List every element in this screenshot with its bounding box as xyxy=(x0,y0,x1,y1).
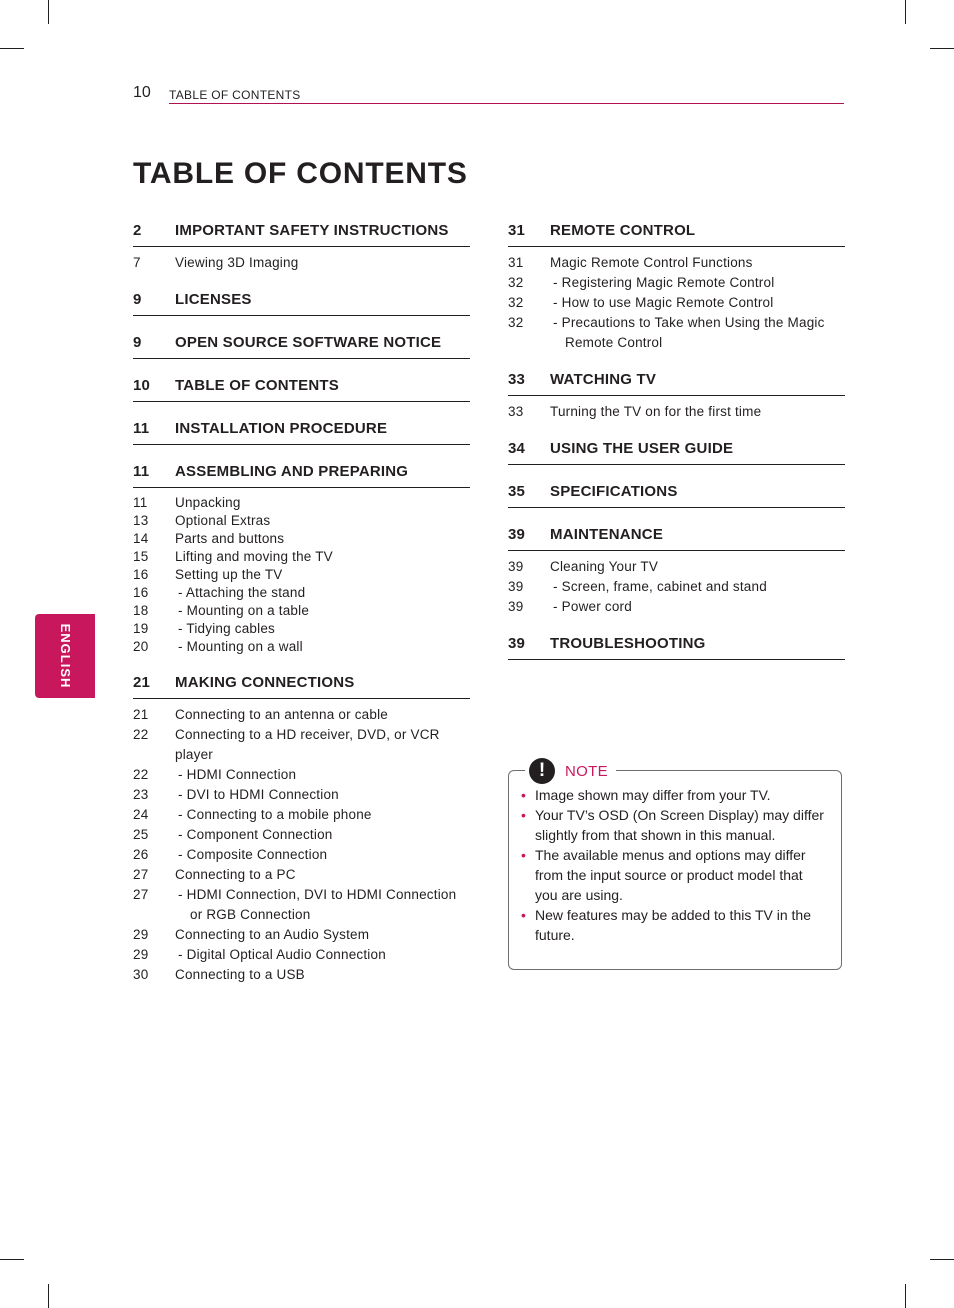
toc-subentry[interactable] xyxy=(133,785,470,805)
toc-entry-title: Lifting and moving the TV xyxy=(175,549,333,564)
toc-entry-page: 21 xyxy=(133,707,149,722)
toc-entry-title: - Component Connection xyxy=(175,825,470,845)
toc-entry-title: - Registering Magic Remote Control xyxy=(550,273,845,293)
toc-entry[interactable] xyxy=(133,253,470,273)
toc-entry-page: 39 xyxy=(508,559,524,574)
toc-section-page: 39 xyxy=(508,526,526,543)
toc-entry-title: - HDMI Connection xyxy=(175,765,470,785)
running-title: TABLE OF CONTENTS xyxy=(169,88,301,102)
note-item: • New features may be added to this TV in the future. xyxy=(521,905,829,945)
toc-entry-title: - Tidying cables xyxy=(175,620,470,638)
toc-section-title: OPEN SOURCE SOFTWARE NOTICE xyxy=(175,334,442,351)
toc-entry-title: Connecting to a PC xyxy=(175,867,296,882)
toc-subentry[interactable] xyxy=(508,313,845,353)
toc-subentry[interactable] xyxy=(508,293,845,313)
toc-section xyxy=(133,377,470,402)
toc-section-heading[interactable] xyxy=(133,377,470,402)
toc-entry-page: 30 xyxy=(133,967,149,982)
toc-section-heading[interactable] xyxy=(133,291,470,316)
toc-subentry[interactable] xyxy=(508,597,845,617)
toc-section xyxy=(508,483,845,508)
toc-entry-title: - Precautions to Take when Using the Magic Remote Control xyxy=(550,313,845,353)
toc-entry-page: 29 xyxy=(133,947,149,962)
toc-entry-page: 39 xyxy=(508,599,524,614)
toc-entry[interactable] xyxy=(133,512,470,530)
toc-entry-page: 39 xyxy=(508,579,524,594)
toc-entry-page: 13 xyxy=(133,513,149,528)
toc-entry-title: - Power cord xyxy=(550,597,845,617)
crop-mark xyxy=(905,0,906,24)
toc-subentry[interactable] xyxy=(133,602,470,620)
toc-subentry[interactable] xyxy=(133,825,470,845)
crop-mark xyxy=(0,1259,24,1260)
toc-section-heading[interactable] xyxy=(133,420,470,445)
toc-entry-title: Connecting to an antenna or cable xyxy=(175,707,389,722)
toc-subentry[interactable] xyxy=(133,845,470,865)
note-label: NOTE xyxy=(565,762,608,780)
toc-entry-page: 31 xyxy=(508,255,524,270)
toc-section-page: 39 xyxy=(508,635,526,652)
toc-entry[interactable] xyxy=(133,494,470,512)
toc-entry-page: 15 xyxy=(133,549,149,564)
toc-subentry[interactable] xyxy=(133,584,470,602)
toc-entry[interactable] xyxy=(133,925,470,945)
toc-section-title: REMOTE CONTROL xyxy=(550,222,696,239)
toc-entry-title: Viewing 3D Imaging xyxy=(175,255,299,270)
toc-entry[interactable] xyxy=(508,402,845,422)
toc-section-page: 21 xyxy=(133,674,151,691)
toc-entry-title: - Connecting to a mobile phone xyxy=(175,805,470,825)
toc-entry-page: 16 xyxy=(133,585,149,600)
page-number: 10 xyxy=(133,84,151,101)
toc-entry-page: 7 xyxy=(133,255,141,270)
toc-entry-page: 23 xyxy=(133,787,149,802)
toc-entry-title: - HDMI Connection, DVI to HDMI Connection or RGB Connection xyxy=(175,885,470,925)
toc-entry[interactable] xyxy=(133,566,470,584)
toc-section-title: IMPORTANT SAFETY INSTRUCTIONS xyxy=(175,222,449,239)
toc-section-page: 9 xyxy=(133,291,142,308)
crop-mark xyxy=(48,0,49,24)
toc-entry-title: - Mounting on a table xyxy=(175,602,470,620)
toc-column-left xyxy=(133,222,470,1003)
toc-section xyxy=(133,674,470,985)
toc-section-page: 9 xyxy=(133,334,142,351)
toc-column-right xyxy=(508,222,845,678)
page-header xyxy=(133,84,844,105)
toc-section-page: 31 xyxy=(508,222,526,239)
language-tab xyxy=(35,614,95,698)
toc-entry-page: 18 xyxy=(133,603,149,618)
toc-entry-title: - DVI to HDMI Connection xyxy=(175,785,470,805)
toc-section-title: TROUBLESHOOTING xyxy=(550,635,706,652)
toc-entry-title: Parts and buttons xyxy=(175,531,285,546)
toc-section-page: 11 xyxy=(133,420,150,437)
toc-section-heading[interactable] xyxy=(508,222,845,247)
toc-entry-title: - How to use Magic Remote Control xyxy=(550,293,845,313)
note-item: • Image shown may differ from your TV. xyxy=(521,785,829,805)
toc-entry-page: 27 xyxy=(133,887,149,902)
toc-entry-page: 27 xyxy=(133,867,149,882)
toc-entry-page: 20 xyxy=(133,639,149,654)
toc-subentry[interactable] xyxy=(133,620,470,638)
toc-section xyxy=(133,463,470,656)
crop-mark xyxy=(905,1284,906,1308)
toc-section xyxy=(508,371,845,422)
toc-entry-page: 32 xyxy=(508,295,524,310)
toc-entry[interactable] xyxy=(133,725,470,765)
toc-section xyxy=(133,222,470,273)
toc-entry-title: Setting up the TV xyxy=(175,567,283,582)
toc-entry-page: 16 xyxy=(133,567,149,582)
toc-section-page: 34 xyxy=(508,440,526,457)
toc-section xyxy=(133,334,470,359)
toc-section-page: 11 xyxy=(133,463,150,480)
toc-entry-page: 19 xyxy=(133,621,149,636)
toc-entry-page: 24 xyxy=(133,807,149,822)
toc-section-page: 33 xyxy=(508,371,526,388)
toc-entry-page: 32 xyxy=(508,275,524,290)
toc-entry[interactable] xyxy=(133,705,470,725)
toc-section xyxy=(133,291,470,316)
toc-section-title: SPECIFICATIONS xyxy=(550,483,678,500)
note-list xyxy=(509,771,841,945)
toc-entry-title: Connecting to a HD receiver, DVD, or VCR player xyxy=(175,727,440,762)
toc-entry[interactable] xyxy=(133,965,470,985)
toc-entry-page: 25 xyxy=(133,827,149,842)
toc-entry-title: Turning the TV on for the first time xyxy=(550,404,762,419)
toc-subentry[interactable] xyxy=(508,273,845,293)
toc-section-page: 10 xyxy=(133,377,151,394)
note-header xyxy=(525,757,616,785)
note-box xyxy=(508,760,842,970)
toc-section-title: MAKING CONNECTIONS xyxy=(175,674,355,691)
toc-entry-title: Connecting to an Audio System xyxy=(175,927,370,942)
toc-section-heading[interactable] xyxy=(508,483,845,508)
crop-mark xyxy=(930,48,954,49)
toc-section-heading[interactable] xyxy=(508,371,845,396)
toc-entry-title: - Composite Connection xyxy=(175,845,470,865)
toc-entry-title: - Attaching the stand xyxy=(175,584,470,602)
toc-entry-page: 22 xyxy=(133,727,149,742)
toc-subentry[interactable] xyxy=(508,577,845,597)
toc-section-title: LICENSES xyxy=(175,291,252,308)
toc-entry-title: Cleaning Your TV xyxy=(550,559,659,574)
toc-section-title: WATCHING TV xyxy=(550,371,657,388)
exclamation-icon: ! xyxy=(529,758,555,784)
toc-section-heading[interactable] xyxy=(508,526,845,551)
toc-entry-page: 14 xyxy=(133,531,149,546)
toc-section-title: INSTALLATION PROCEDURE xyxy=(175,420,388,437)
toc-section-title: ASSEMBLING AND PREPARING xyxy=(175,463,409,480)
crop-mark xyxy=(930,1259,954,1260)
toc-entry-title: Optional Extras xyxy=(175,513,271,528)
toc-section-page: 35 xyxy=(508,483,526,500)
toc-entry[interactable] xyxy=(133,530,470,548)
page-title: TABLE OF CONTENTS xyxy=(133,157,468,190)
toc-section-heading[interactable] xyxy=(133,674,470,699)
toc-entry[interactable] xyxy=(508,253,845,273)
toc-subentry[interactable] xyxy=(133,945,470,965)
toc-entry-page: 26 xyxy=(133,847,149,862)
toc-entry-title: - Digital Optical Audio Connection xyxy=(175,945,470,965)
toc-entry[interactable] xyxy=(133,548,470,566)
toc-entry-page: 32 xyxy=(508,315,524,330)
crop-mark xyxy=(48,1284,49,1308)
toc-section xyxy=(508,635,845,660)
toc-entry[interactable] xyxy=(508,557,845,577)
toc-subentry[interactable] xyxy=(133,638,470,656)
toc-entry-title: Connecting to a USB xyxy=(175,967,305,982)
crop-mark xyxy=(0,48,24,49)
toc-section-heading[interactable] xyxy=(133,463,470,488)
toc-entry-page: 11 xyxy=(133,495,148,510)
toc-subentry[interactable] xyxy=(133,805,470,825)
toc-section xyxy=(133,420,470,445)
toc-section-heading[interactable] xyxy=(133,334,470,359)
toc-entry[interactable] xyxy=(133,865,470,885)
note-item: • The available menus and options may differ from the input source or product model that you are using. xyxy=(521,845,829,905)
toc-section-title: TABLE OF CONTENTS xyxy=(175,377,339,394)
toc-section xyxy=(508,526,845,617)
toc-section xyxy=(508,440,845,465)
toc-entry-title: Unpacking xyxy=(175,495,241,510)
toc-entry-page: 29 xyxy=(133,927,149,942)
toc-entry-page: 33 xyxy=(508,404,524,419)
toc-entry-title: - Mounting on a wall xyxy=(175,638,470,656)
toc-entry-title: Magic Remote Control Functions xyxy=(550,255,753,270)
toc-section-title: USING THE USER GUIDE xyxy=(550,440,734,457)
toc-entry-page: 22 xyxy=(133,767,149,782)
toc-entry-title: - Screen, frame, cabinet and stand xyxy=(550,577,845,597)
language-tab-label: ENGLISH xyxy=(58,623,73,689)
header-rule xyxy=(169,103,844,104)
toc-section-heading[interactable] xyxy=(508,635,845,660)
toc-section-page: 2 xyxy=(133,222,142,239)
toc-section-title: MAINTENANCE xyxy=(550,526,664,543)
toc-subentry[interactable] xyxy=(133,885,470,925)
note-item: • Your TV’s OSD (On Screen Display) may differ slightly from that shown in this manual. xyxy=(521,805,829,845)
toc-section-heading[interactable] xyxy=(133,222,470,247)
toc-subentry[interactable] xyxy=(133,765,470,785)
toc-section xyxy=(508,222,845,353)
toc-section-heading[interactable] xyxy=(508,440,845,465)
